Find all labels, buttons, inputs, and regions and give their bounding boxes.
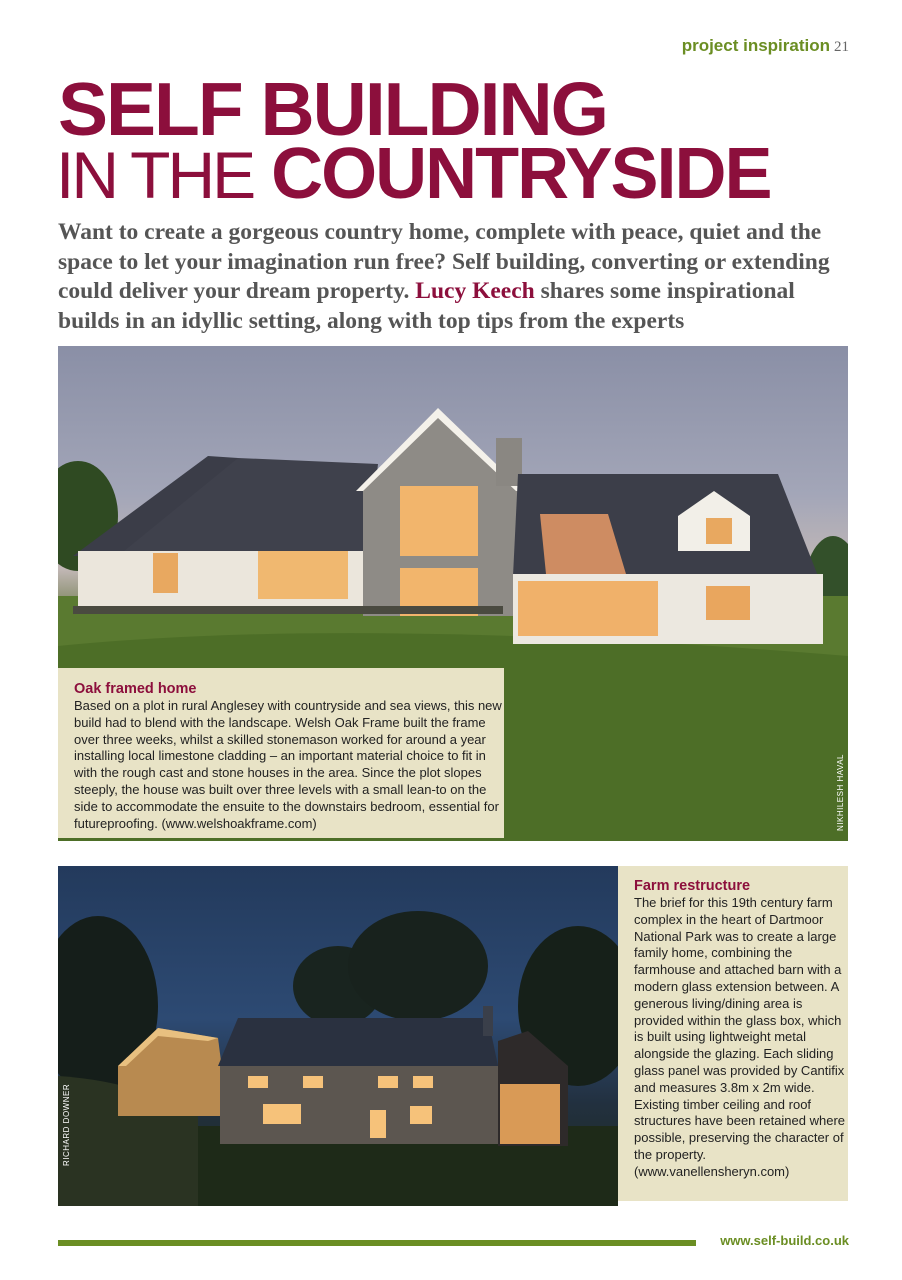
standfirst-text-end: shares some inspirational builds in an idyllic setting, along with top tips from the experts bbox=[58, 278, 795, 334]
caption-body: Based on a plot in rural Anglesey with countryside and sea views, this new build had to blend with the landscape. Welsh Oak Frame built the frame over three weeks, whilst a skilled stonemason worked for around a year installing local limestone cladding – an important material choice to fit in with the rough cast and stone houses in the area. Since the plot slopes steeply, the house was built over three levels with a small lean-to on the side to accommodate the ensuite to the downstairs bedroom, essential for futureproofing. (www.welshoakframe.com) bbox=[74, 698, 502, 831]
author-name: Lucy Keech bbox=[415, 278, 535, 304]
standfirst bbox=[58, 218, 853, 336]
standfirst-text: Want to create a gorgeous country home, complete with peace, quiet and the space to let your imagination run free? Self building, converting or extending could deliver your dream property. bbox=[58, 219, 830, 304]
caption-box bbox=[58, 668, 504, 838]
caption-box bbox=[618, 866, 848, 1201]
footer-rule bbox=[58, 1240, 696, 1246]
farm-illustration bbox=[58, 866, 618, 1206]
caption-body: The brief for this 19th century farm complex in the heart of Dartmoor National Park was to create a large family home, combining the farmhouse and attached barn with a modern glass extension between. A generous living/dining area is provided within the glass box, which is built using lightweight metal alongside the glazing. Each sliding glass panel was provided by Cantifix and measures 3.8m x 2m wide. Existing timber ceiling and roof structures have been retained where possible, preserving the character of the property. (www.vanellensheryn.com) bbox=[634, 895, 846, 1179]
farm-photo bbox=[58, 866, 618, 1206]
photo-credit: NIKHILESH HAVAL bbox=[836, 753, 845, 831]
headline-thin: IN THE bbox=[56, 138, 254, 212]
footer-url[interactable]: www.self-build.co.uk bbox=[720, 1233, 849, 1248]
headline-line1: SELF BUILDING bbox=[58, 67, 607, 151]
page-number: 21 bbox=[834, 39, 849, 55]
caption-title: Farm restructure bbox=[634, 878, 751, 894]
headline-line2 bbox=[56, 134, 771, 214]
caption-title: Oak framed home bbox=[74, 681, 197, 697]
photo-credit: RICHARD DOWNER bbox=[62, 1083, 71, 1166]
section-tag bbox=[682, 36, 849, 56]
section-name: project inspiration bbox=[681, 36, 830, 55]
headline-bold: COUNTRYSIDE bbox=[271, 134, 771, 214]
